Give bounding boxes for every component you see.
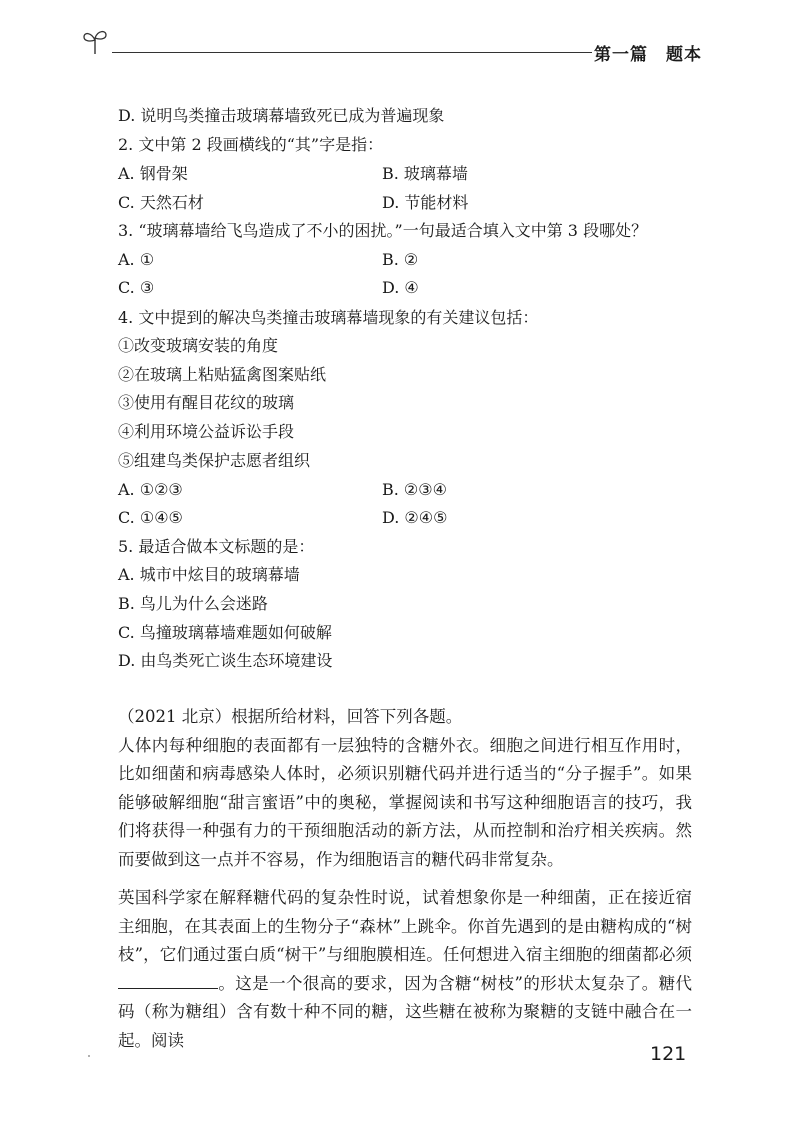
q3-option-a: A. ①	[118, 250, 155, 269]
q1-option-d: D. 说明鸟类撞击玻璃幕墙致死已成为普遍现象	[118, 106, 445, 125]
passage	[118, 703, 692, 1055]
q3-option-c: C. ③	[118, 278, 155, 297]
q2-option-d: D. 节能材料	[382, 193, 469, 212]
fill-in-blank	[118, 974, 218, 989]
q2-option-c: C. 天然石材	[118, 193, 204, 212]
header-rule	[112, 52, 582, 53]
q4-option-d: D. ②④⑤	[382, 508, 448, 527]
q5-option-b: B. 鸟儿为什么会迷路	[118, 594, 268, 613]
passage-paragraph-1: 人体内每种细胞的表面都有一层独特的含糖外衣。细胞之间进行相互作用时，比如细菌和病毒感染人体时，必须识别糖代码并进行适当的“分子握手”。如果能够破解细胞“甜言蜜语”中的奥秘，掌握阅读和书写这种细胞语言的技巧，我们将获得一种强有力的干预细胞活动的新方法，从而控制和治疗相关疾病。然而要做到这一点并不容易，作为细胞语言的糖代码非常复杂。	[118, 735, 692, 869]
q4-item: ②在玻璃上粘贴猛禽图案贴纸	[118, 365, 327, 384]
q5-option-c: C. 鸟撞玻璃幕墙难题如何破解	[118, 623, 332, 642]
passage-paragraph-2-part-1: 英国科学家在解释糖代码的复杂性时说，试着想象你是一种细菌，正在接近宿主细胞，在其表面上的生物分子“森林”上跳伞。你首先遇到的是由糖构成的“树枝”，它们通过蛋白质“树干”与细胞膜相连。任何想进入宿主细胞的细菌都必须	[118, 888, 692, 964]
passage-intro: （2021 北京）根据所给材料，回答下列各题。	[118, 707, 463, 726]
q4-item: ⑤组建鸟类保护志愿者组织	[118, 451, 311, 470]
passage-paragraph-2	[118, 884, 692, 1055]
q5-option-d: D. 由鸟类死亡谈生态环境建设	[118, 651, 333, 670]
section-title: 第一篇 题本	[594, 45, 702, 65]
q3-stem: 3. “玻璃幕墙给飞鸟造成了不小的困扰。”一句最适合填入文中第 3 段哪处？	[118, 221, 648, 240]
q4-option-b: B. ②③④	[382, 480, 447, 499]
q4-option-c: C. ①④⑤	[118, 508, 183, 527]
passage-paragraph-2-part-2: 。这是一个很高的要求，因为含糖“树枝”的形状太复杂了。糖代码（称为糖组）含有数十种不同的糖，这些糖在被称为聚糖的支链中融合在一起。阅读	[118, 973, 692, 1050]
q2-option-a: A. 钢骨架	[118, 164, 188, 183]
q3-option-b: B. ②	[382, 250, 419, 269]
page-number: 121	[650, 1043, 687, 1065]
q3-option-d: D. ④	[382, 278, 419, 297]
q5-option-a: A. 城市中炫目的玻璃幕墙	[118, 565, 300, 584]
q4-option-a: A. ①②③	[118, 480, 183, 499]
q4-item: ④利用环境公益诉讼手段	[118, 422, 295, 441]
q2-option-b: B. 玻璃幕墙	[382, 164, 468, 183]
sprout-icon	[82, 28, 108, 56]
q4-item: ③使用有醒目花纹的玻璃	[118, 393, 295, 412]
header-rule-tail	[582, 52, 592, 53]
scan-speck	[88, 1055, 90, 1057]
q4-item: ①改变玻璃安装的角度	[118, 336, 279, 355]
q4-stem: 4. 文中提到的解决鸟类撞击玻璃幕墙现象的有关建议包括：	[118, 308, 539, 327]
q2-stem: 2. 文中第 2 段画横线的“其”字是指：	[118, 135, 384, 154]
q5-stem: 5. 最适合做本文标题的是：	[118, 537, 315, 556]
